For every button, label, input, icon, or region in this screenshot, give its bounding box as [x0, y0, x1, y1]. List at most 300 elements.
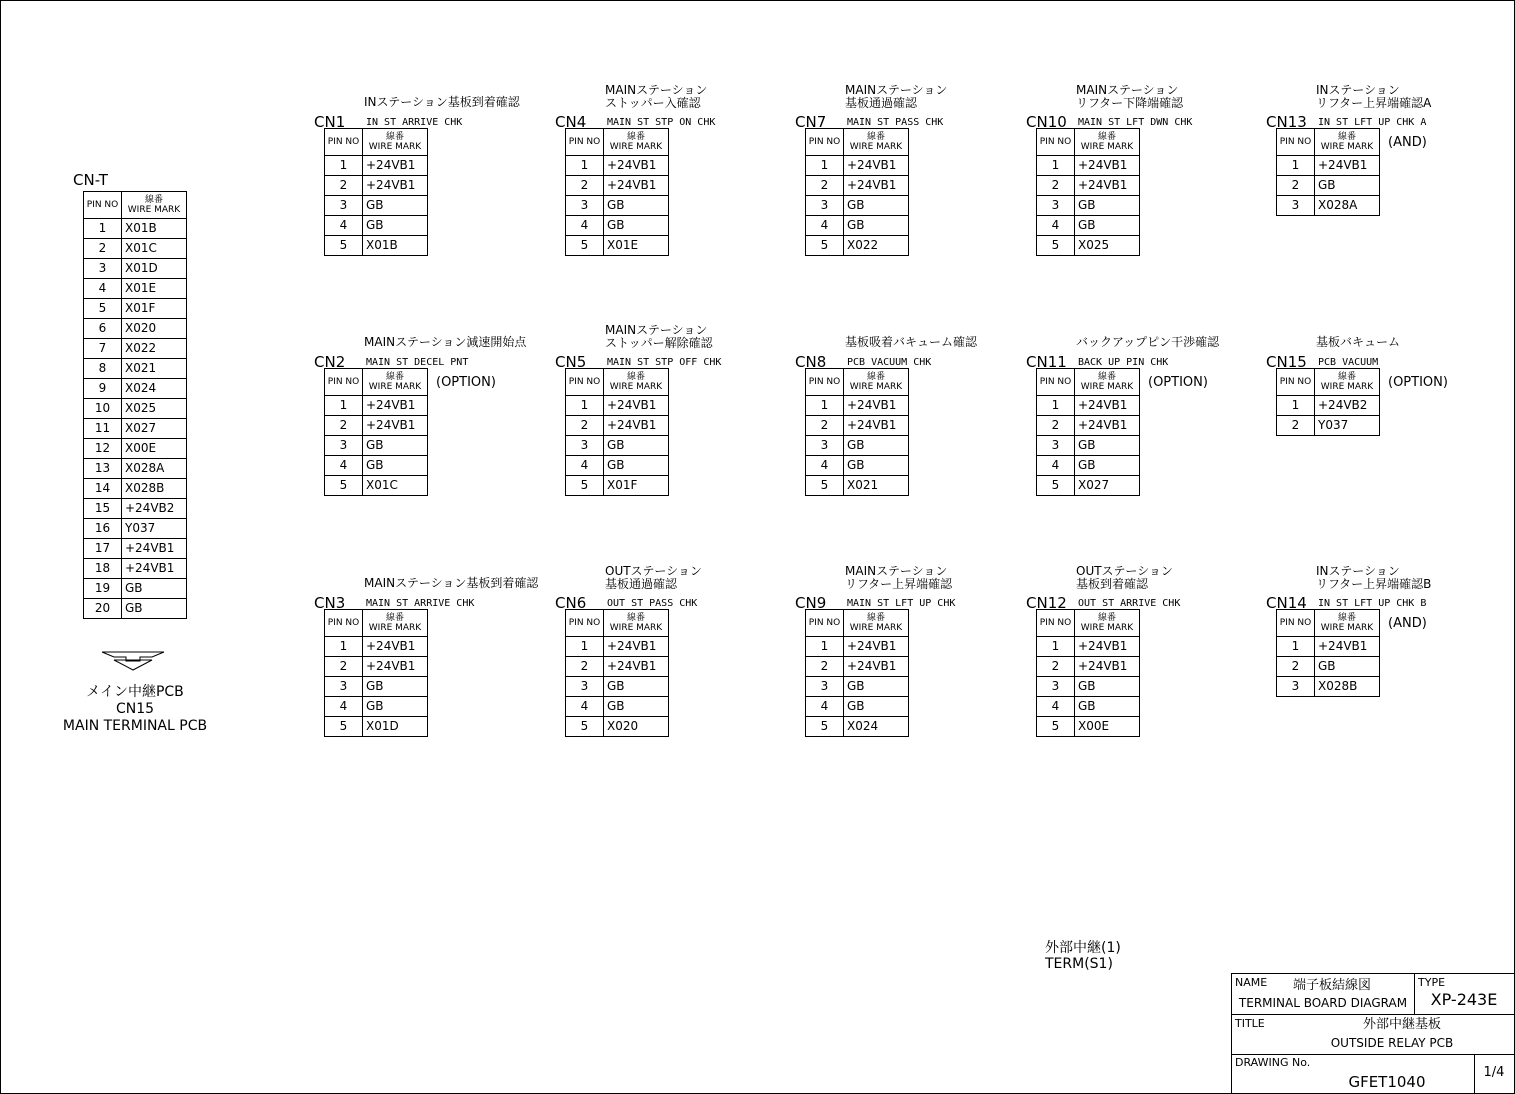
connector-table [565, 609, 669, 737]
connector-ja-line1: INステーション [1316, 83, 1400, 97]
wire-mark: GB [844, 697, 909, 717]
pin-number: 2 [84, 239, 122, 259]
pin-number: 3 [566, 677, 604, 697]
wire-mark: +24VB1 [604, 176, 669, 196]
wire-mark: GB [1075, 436, 1140, 456]
connector-row [1277, 196, 1380, 216]
pin-number: 5 [806, 476, 844, 496]
connector-ja-line2: バックアップピン干渉確認 [1076, 335, 1220, 349]
pin-no-label: PIN NO [1039, 618, 1072, 628]
pin-number: 5 [566, 476, 604, 496]
pin-number: 5 [325, 236, 363, 256]
connector-table [805, 368, 909, 496]
pin-no-header [566, 610, 604, 637]
wire-mark: +24VB1 [363, 637, 428, 657]
wire-mark: X01C [122, 239, 187, 259]
pin-number: 4 [1037, 216, 1075, 236]
wire-mark: X025 [122, 399, 187, 419]
connector-header-row [325, 129, 428, 156]
pin-number: 4 [84, 279, 122, 299]
connector-id: CN5 [555, 353, 587, 371]
connector-row [325, 196, 428, 216]
wire-mark: +24VB1 [604, 396, 669, 416]
wire-mark: X01F [604, 476, 669, 496]
connector-row [1037, 717, 1140, 737]
wire-mark-ja: 線番 [385, 613, 404, 623]
connector-header-row [806, 610, 909, 637]
tb-name-label: NAME [1235, 976, 1268, 989]
wire-mark-en: WIRE MARK [849, 623, 903, 633]
pin-no-label: PIN NO [568, 618, 601, 628]
tb-title-ja: 外部中継基板 [1362, 1017, 1441, 1032]
pin-number: 3 [806, 196, 844, 216]
connector-row [1037, 236, 1140, 256]
wire-mark-header [844, 610, 909, 637]
connector-row [1037, 657, 1140, 677]
cnt-title: CN-T [73, 171, 108, 189]
connector-cn11 [1026, 322, 1266, 512]
pin-number: 2 [566, 416, 604, 436]
pin-number: 5 [1037, 236, 1075, 256]
connector-ja-line2: リフター上昇端確認A [1316, 96, 1432, 110]
connector-table [324, 128, 428, 256]
wire-mark-en: WIRE MARK [1320, 142, 1374, 152]
pin-no-label: PIN NO [808, 137, 841, 147]
wire-mark-en: WIRE MARK [609, 623, 663, 633]
connector-header-row [325, 610, 428, 637]
wire-mark: +24VB1 [122, 559, 187, 579]
wire-mark: GB [1315, 176, 1380, 196]
wire-mark: +24VB1 [1075, 176, 1140, 196]
pin-no-label: PIN NO [1279, 377, 1312, 387]
connector-cn15 [1266, 322, 1506, 512]
wire-mark: X01E [604, 236, 669, 256]
wire-mark-ja: 線番 [626, 613, 645, 623]
cnt-row [84, 399, 187, 419]
wire-mark: X01D [122, 259, 187, 279]
tb-divider [1474, 1054, 1475, 1093]
connector-en-label: MAIN ST LFT DWN CHK [1078, 117, 1193, 128]
pin-no-label: PIN NO [568, 377, 601, 387]
pin-number: 2 [325, 176, 363, 196]
connector-row [325, 436, 428, 456]
connector-header-row [1277, 610, 1380, 637]
pin-number: 11 [84, 419, 122, 439]
connector-id: CN8 [795, 353, 827, 371]
connector-row [566, 436, 669, 456]
wire-mark-header [604, 129, 669, 156]
connector-en-label: MAIN ST PASS CHK [847, 117, 944, 128]
wire-mark-ja: 線番 [866, 372, 885, 382]
connector-en-label: IN ST LFT UP CHK B [1318, 598, 1427, 609]
target-en: MAIN TERMINAL PCB [62, 718, 208, 734]
connector-row [325, 396, 428, 416]
wire-mark: +24VB1 [1075, 637, 1140, 657]
connector-row [325, 697, 428, 717]
connector-header-row [1277, 369, 1380, 396]
connector-en-label: MAIN ST STP ON CHK [607, 117, 716, 128]
pin-number: 13 [84, 459, 122, 479]
connector-note: (AND) [1388, 616, 1427, 631]
pin-number: 5 [84, 299, 122, 319]
wire-mark-en: WIRE MARK [1080, 142, 1134, 152]
wire-mark-header [1315, 610, 1380, 637]
connector-header-row [1037, 610, 1140, 637]
connector-cn3 [314, 563, 554, 753]
wire-mark: Y037 [122, 519, 187, 539]
wire-mark-header [1075, 369, 1140, 396]
connector-row [806, 476, 909, 496]
connector-ja-line1: MAINステーション [605, 83, 708, 97]
connector-en-label: MAIN ST DECEL PNT [366, 357, 469, 368]
connector-row [566, 677, 669, 697]
pin-no-label: PIN NO [327, 137, 360, 147]
connector-table [1276, 128, 1380, 216]
wire-mark-ja: 線番 [144, 195, 163, 205]
pin-number: 3 [806, 436, 844, 456]
connector-note: (OPTION) [1388, 375, 1448, 390]
pin-no-label: PIN NO [568, 137, 601, 147]
term-line2: TERM(S1) [1045, 956, 1113, 972]
wire-mark-header [1315, 369, 1380, 396]
pin-number: 2 [806, 416, 844, 436]
pin-number: 15 [84, 499, 122, 519]
pin-no-header [1037, 369, 1075, 396]
pin-number: 1 [806, 396, 844, 416]
pin-number: 3 [566, 196, 604, 216]
connector-cn4 [555, 82, 795, 272]
tb-drawing-no: GFET1040 [1348, 1073, 1426, 1091]
pin-no-header [806, 129, 844, 156]
pin-no-label: PIN NO [1039, 137, 1072, 147]
connector-table [1036, 368, 1140, 496]
tb-title-label: TITLE [1235, 1017, 1265, 1030]
pin-number: 3 [325, 677, 363, 697]
wire-mark-en: WIRE MARK [127, 205, 181, 215]
wire-mark-header [604, 369, 669, 396]
connector-note: (OPTION) [436, 375, 496, 390]
pin-number: 1 [1037, 396, 1075, 416]
connector-row [806, 156, 909, 176]
wire-mark: +24VB1 [604, 416, 669, 436]
pin-number: 7 [84, 339, 122, 359]
connector-row [806, 657, 909, 677]
pin-number: 2 [566, 657, 604, 677]
pin-number: 3 [566, 436, 604, 456]
pin-number: 2 [566, 176, 604, 196]
pin-no-label: PIN NO [327, 618, 360, 628]
pin-number: 3 [1037, 436, 1075, 456]
connector-row [1277, 156, 1380, 176]
wire-mark: GB [844, 216, 909, 236]
connector-row [566, 176, 669, 196]
pin-no-header [566, 369, 604, 396]
pin-number: 19 [84, 579, 122, 599]
connector-cn12 [1026, 563, 1266, 753]
wire-mark: GB [363, 216, 428, 236]
connector-ja-line2: 基板通過確認 [845, 96, 918, 110]
pin-number: 16 [84, 519, 122, 539]
pin-number: 3 [1277, 677, 1315, 697]
pin-number: 2 [1277, 657, 1315, 677]
pin-number: 20 [84, 599, 122, 619]
pin-number: 4 [566, 456, 604, 476]
wire-mark-en: WIRE MARK [1080, 382, 1134, 392]
cnt-row [84, 299, 187, 319]
wire-mark: +24VB1 [1315, 637, 1380, 657]
pin-number: 2 [806, 176, 844, 196]
connector-table [324, 368, 428, 496]
connector-row [1037, 196, 1140, 216]
wire-mark-en: WIRE MARK [609, 142, 663, 152]
connector-ja-line1: MAINステーション [845, 83, 948, 97]
pin-no-label: PIN NO [1279, 137, 1312, 147]
pin-number: 1 [566, 637, 604, 657]
wire-mark: GB [363, 697, 428, 717]
pin-number: 4 [806, 697, 844, 717]
wire-mark: +24VB1 [363, 176, 428, 196]
connector-en-label: MAIN ST ARRIVE CHK [366, 598, 475, 609]
connector-header-row [806, 369, 909, 396]
connector-header-row [325, 369, 428, 396]
connector-note: (OPTION) [1148, 375, 1208, 390]
wire-mark: X01D [363, 717, 428, 737]
pin-number: 3 [325, 436, 363, 456]
pin-number: 2 [1277, 416, 1315, 436]
wire-mark: GB [1075, 677, 1140, 697]
cnt-row [84, 599, 187, 619]
cnt-row [84, 339, 187, 359]
connector-id: CN1 [314, 113, 346, 131]
wire-mark: X020 [604, 717, 669, 737]
wire-mark-header [844, 369, 909, 396]
tb-sheet: 1/4 [1483, 1065, 1505, 1080]
wire-mark-ja: 線番 [1337, 613, 1356, 623]
connector-row [806, 396, 909, 416]
connector-header-row [806, 129, 909, 156]
connector-row [1037, 156, 1140, 176]
connector-id: CN4 [555, 113, 587, 131]
term-label [1045, 940, 1121, 972]
wire-mark: X022 [844, 236, 909, 256]
connector-row [806, 637, 909, 657]
pin-number: 2 [1037, 176, 1075, 196]
connector-row [806, 216, 909, 236]
wire-mark: GB [1075, 196, 1140, 216]
wire-mark-ja: 線番 [1097, 372, 1116, 382]
connector-row [806, 697, 909, 717]
connector-en-label: IN ST LFT UP CHK A [1318, 117, 1427, 128]
connector-ja-line2: 基板バキューム [1316, 335, 1401, 349]
pin-no-header [84, 192, 122, 219]
connector-table [565, 368, 669, 496]
cnt-table [83, 191, 187, 619]
connector-row [806, 677, 909, 697]
wire-mark: X025 [1075, 236, 1140, 256]
wire-mark: GB [844, 456, 909, 476]
wire-mark-ja: 線番 [385, 372, 404, 382]
connector-id: CN6 [555, 594, 587, 612]
pin-number: 8 [84, 359, 122, 379]
wire-mark: X021 [844, 476, 909, 496]
wire-mark: +24VB1 [844, 176, 909, 196]
connector-row [325, 476, 428, 496]
wire-mark-ja: 線番 [1097, 613, 1116, 623]
connector-en-label: IN ST ARRIVE CHK [366, 117, 463, 128]
wire-mark-ja: 線番 [385, 132, 404, 142]
cnt-row [84, 479, 187, 499]
connector-row [806, 416, 909, 436]
tb-divider [1414, 974, 1415, 1014]
connector-row [566, 657, 669, 677]
pin-number: 3 [84, 259, 122, 279]
pin-number: 1 [806, 637, 844, 657]
wire-mark: +24VB2 [122, 499, 187, 519]
cnt-header-row [84, 192, 187, 219]
pin-number: 4 [325, 697, 363, 717]
connector-ja-line2: ストッパー入確認 [605, 96, 701, 110]
pin-no-label: PIN NO [86, 200, 119, 210]
wire-mark: X00E [1075, 717, 1140, 737]
cnt-row [84, 459, 187, 479]
cnt-row [84, 279, 187, 299]
connector-row [325, 236, 428, 256]
pin-number: 1 [566, 396, 604, 416]
connector-en-label: PCB VACUUM [1318, 357, 1379, 368]
connector-cn2 [314, 322, 554, 512]
down-arrow-icon [100, 650, 166, 672]
wire-mark: X027 [1075, 476, 1140, 496]
cnt-row [84, 539, 187, 559]
connector-ja-line2: リフター上昇端確認B [1316, 577, 1432, 591]
pin-number: 5 [566, 236, 604, 256]
cnt-row [84, 419, 187, 439]
connector-ja-line2: MAINステーション減速開始点 [364, 335, 527, 349]
wire-mark: GB [604, 456, 669, 476]
wire-mark: +24VB1 [604, 156, 669, 176]
wire-mark: +24VB1 [604, 637, 669, 657]
connector-row [325, 677, 428, 697]
wire-mark: +24VB1 [363, 416, 428, 436]
wire-mark: GB [604, 196, 669, 216]
wire-mark: X027 [122, 419, 187, 439]
pin-number: 2 [1037, 416, 1075, 436]
wire-mark: GB [122, 599, 187, 619]
pin-number: 3 [1277, 196, 1315, 216]
wire-mark-en: WIRE MARK [849, 142, 903, 152]
connector-row [1037, 697, 1140, 717]
wire-mark: X021 [122, 359, 187, 379]
tb-title-en: OUTSIDE RELAY PCB [1330, 1036, 1454, 1050]
wire-mark: GB [1075, 456, 1140, 476]
connector-en-label: MAIN ST LFT UP CHK [847, 598, 956, 609]
wire-mark-header [604, 610, 669, 637]
wire-mark: GB [844, 677, 909, 697]
cnt-row [84, 379, 187, 399]
connector-row [1037, 436, 1140, 456]
wire-mark-ja: 線番 [626, 372, 645, 382]
pin-number: 17 [84, 539, 122, 559]
wire-mark: +24VB1 [844, 657, 909, 677]
cnt-table-body [84, 192, 187, 619]
connector-ja-line2: 基板通過確認 [605, 577, 678, 591]
wire-mark: +24VB1 [122, 539, 187, 559]
connector-ja-line1: MAINステーション [845, 564, 948, 578]
pin-no-header [325, 129, 363, 156]
wire-mark: +24VB1 [1075, 396, 1140, 416]
pin-number: 1 [1037, 156, 1075, 176]
tb-divider [1232, 1014, 1514, 1015]
connector-row [566, 156, 669, 176]
connector-ja-line2: MAINステーション基板到着確認 [364, 576, 539, 590]
connector-row [325, 416, 428, 436]
cnt-row [84, 519, 187, 539]
pin-no-header [1277, 369, 1315, 396]
wire-mark-header [363, 369, 428, 396]
wire-mark: +24VB2 [1315, 396, 1380, 416]
wire-mark: GB [1075, 697, 1140, 717]
wire-mark: X028A [1315, 196, 1380, 216]
connector-cn5 [555, 322, 795, 512]
pin-number: 9 [84, 379, 122, 399]
connector-row [566, 456, 669, 476]
wire-mark: X01E [122, 279, 187, 299]
cnt-row [84, 499, 187, 519]
wire-mark-ja: 線番 [1097, 132, 1116, 142]
connector-en-label: OUT ST PASS CHK [607, 598, 698, 609]
wire-mark-en: WIRE MARK [609, 382, 663, 392]
pin-number: 2 [806, 657, 844, 677]
cnt-row [84, 219, 187, 239]
pin-number: 18 [84, 559, 122, 579]
connector-row [325, 717, 428, 737]
connector-row [1037, 677, 1140, 697]
term-line1: 外部中継(1) [1045, 940, 1121, 956]
pin-no-header [1277, 610, 1315, 637]
tb-type-value: XP-243E [1430, 990, 1498, 1009]
wire-mark-ja: 線番 [626, 132, 645, 142]
wire-mark: GB [363, 677, 428, 697]
wire-mark-en: WIRE MARK [368, 382, 422, 392]
wire-mark-header [1315, 129, 1380, 156]
pin-number: 5 [806, 717, 844, 737]
pin-number: 1 [1037, 637, 1075, 657]
connector-header-row [566, 610, 669, 637]
pin-number: 10 [84, 399, 122, 419]
wire-mark: +24VB1 [1075, 156, 1140, 176]
pin-number: 4 [806, 216, 844, 236]
connector-row [325, 216, 428, 236]
connector-row [1037, 637, 1140, 657]
connector-id: CN11 [1026, 353, 1067, 371]
wire-mark: X020 [122, 319, 187, 339]
connector-row [806, 176, 909, 196]
connector-cn7 [795, 82, 1035, 272]
connector-row [325, 637, 428, 657]
wire-mark-ja: 線番 [866, 132, 885, 142]
pin-number: 1 [1277, 156, 1315, 176]
wire-mark: +24VB1 [844, 637, 909, 657]
pin-number: 1 [84, 219, 122, 239]
connector-row [806, 236, 909, 256]
connector-cn9 [795, 563, 1035, 753]
connector-header-row [566, 369, 669, 396]
wire-mark: GB [363, 196, 428, 216]
pin-number: 14 [84, 479, 122, 499]
connector-id: CN10 [1026, 113, 1067, 131]
wire-mark-header [363, 610, 428, 637]
pin-number: 4 [806, 456, 844, 476]
